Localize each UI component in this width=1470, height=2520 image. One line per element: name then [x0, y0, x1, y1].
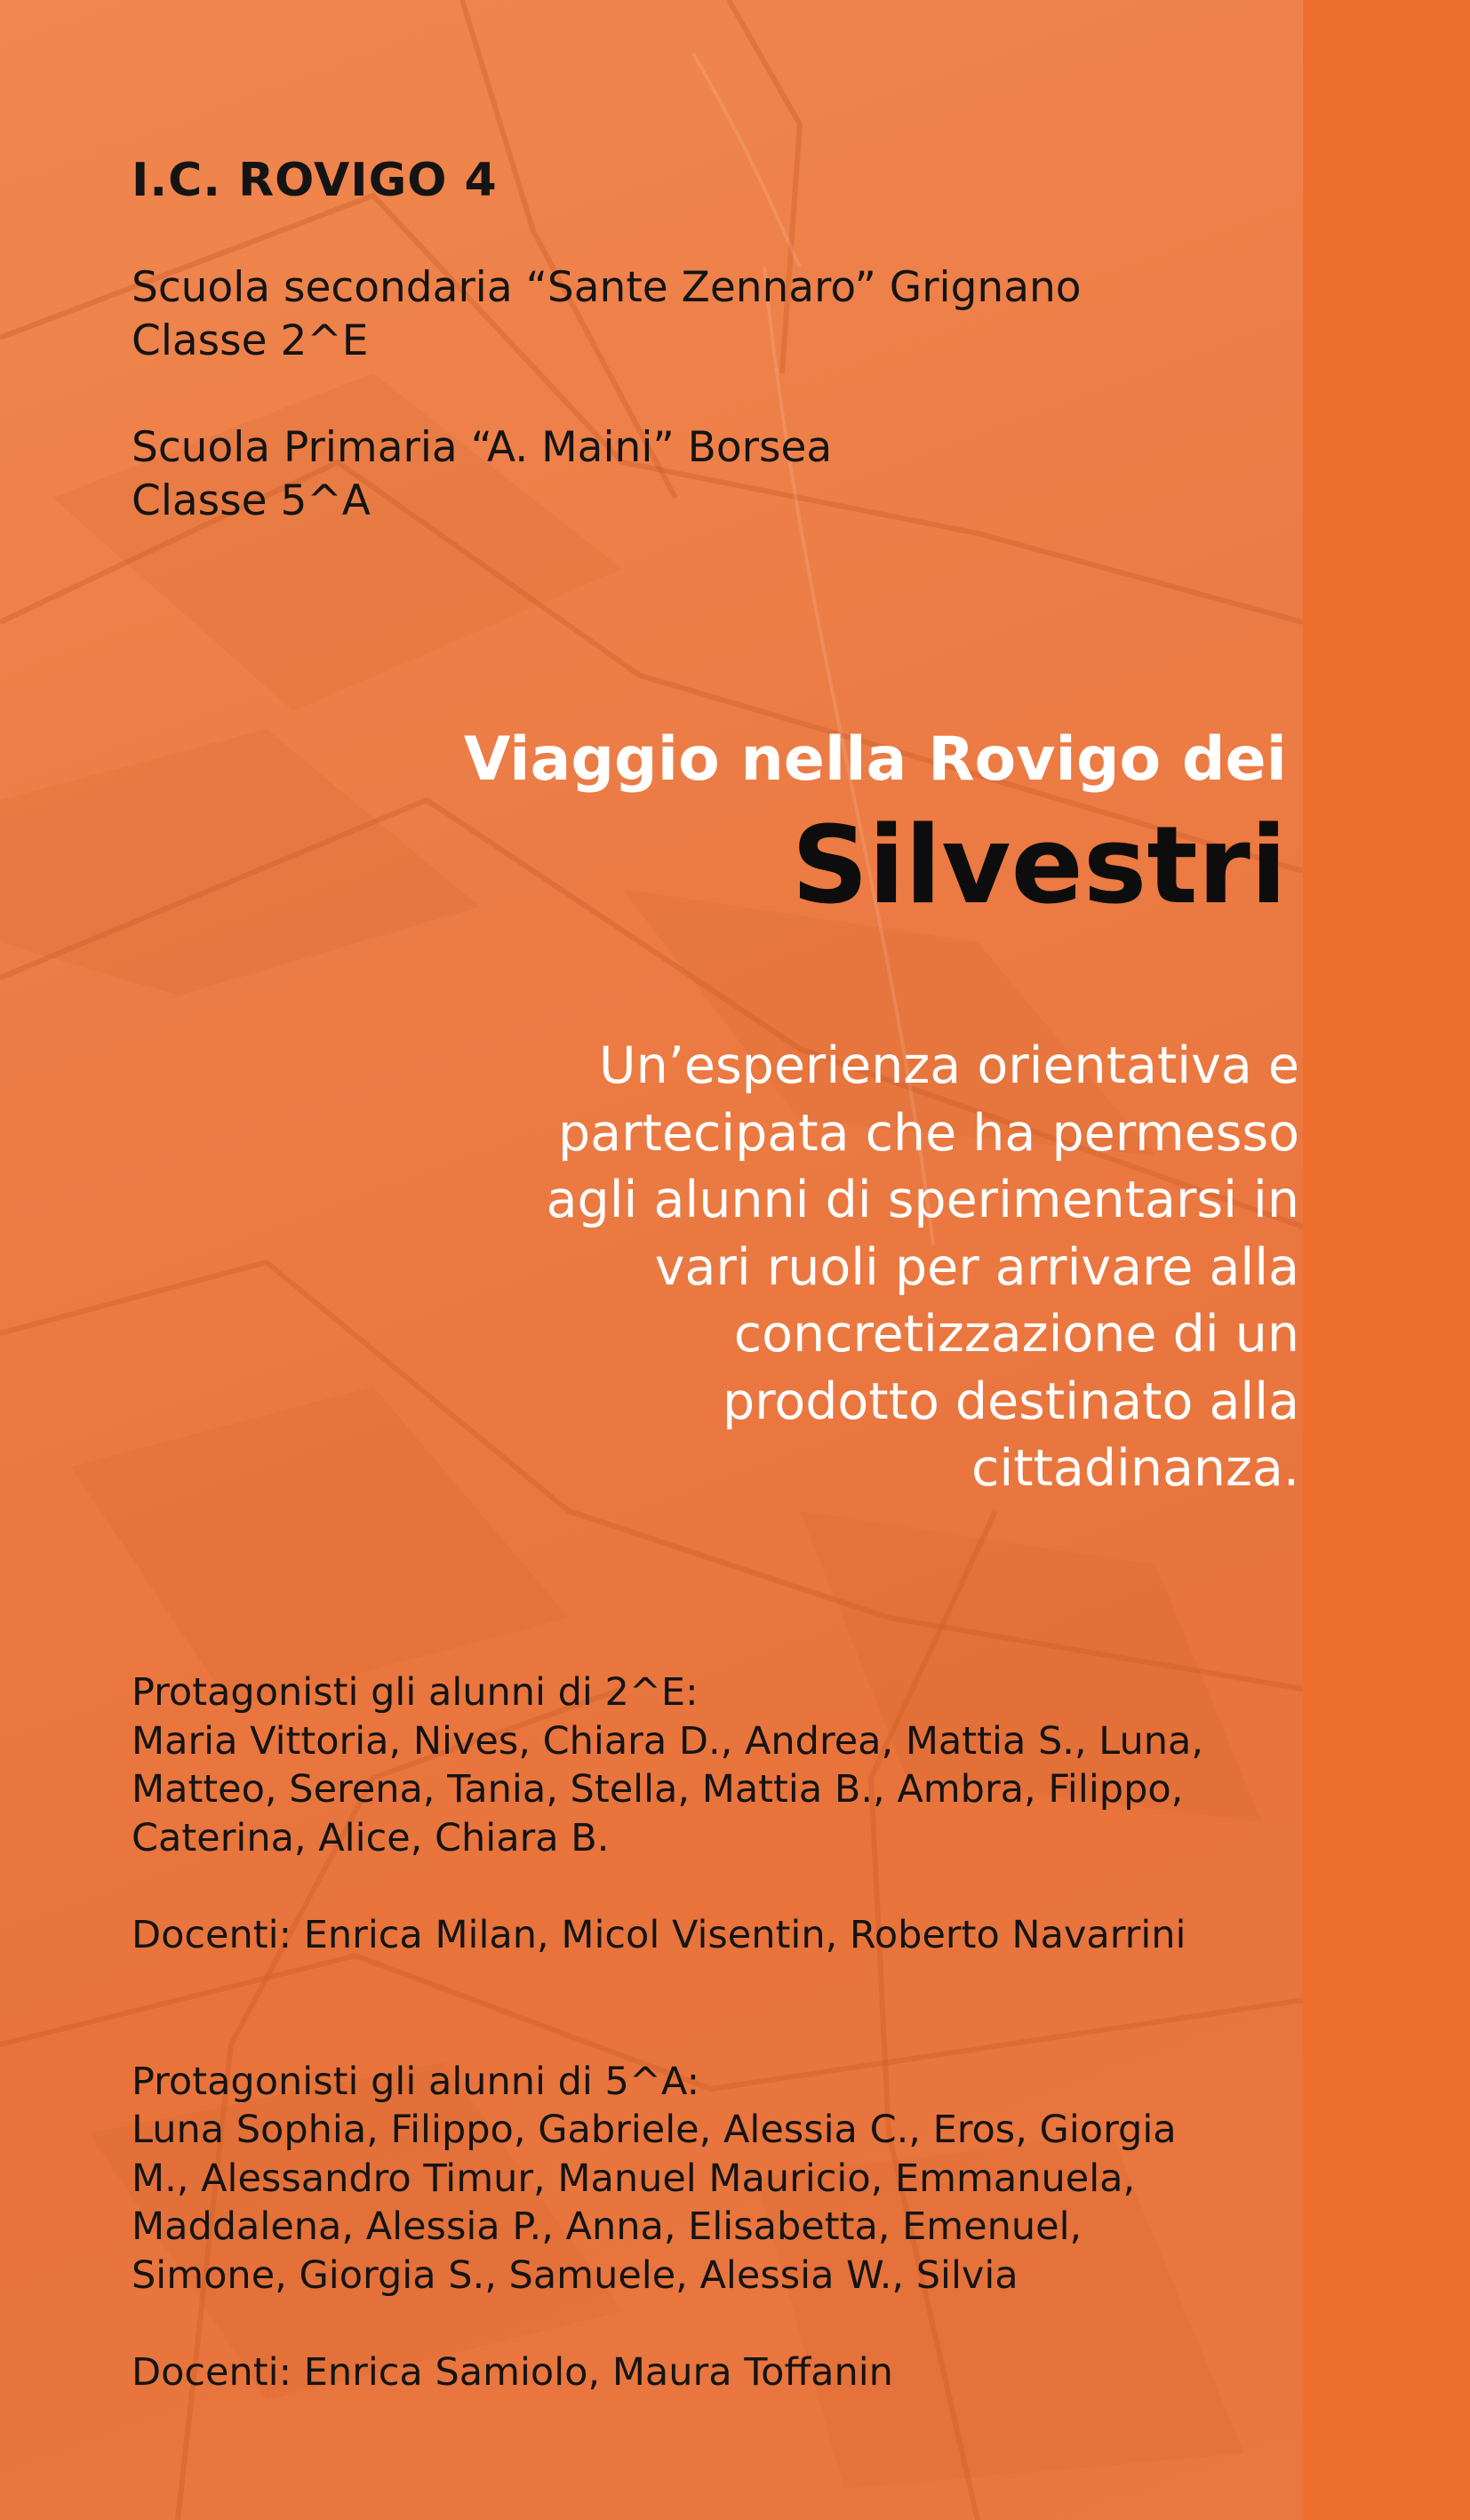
secondary-class: Classe 2^E — [132, 316, 369, 365]
class-2e-names-line: Maria Vittoria, Nives, Chiara D., Andrea, Mattia S., Luna, — [132, 1718, 1203, 1764]
intro-line: prodotto destinato alla — [722, 1372, 1299, 1431]
primary-school-name: Scuola Primaria “A. Maini” Borsea — [132, 423, 833, 472]
intro-line: vari ruoli per arrivare alla — [654, 1237, 1299, 1297]
right-edge-strip — [1303, 0, 1470, 2520]
secondary-school-name: Scuola secondaria “Sante Zennaro” Grignano — [132, 263, 1082, 312]
intro-line: partecipata che ha permesso — [557, 1103, 1299, 1163]
intro-paragraph — [411, 1033, 1299, 1503]
intro-line: cittadinanza. — [971, 1439, 1299, 1498]
school-header — [132, 153, 1198, 528]
class-5a-names-line: Luna Sophia, Filippo, Gabriele, Alessia C., Eros, Giorgia — [132, 2108, 1177, 2152]
credits-section — [132, 1668, 1296, 2397]
title-line-1: Viaggio nella Rovigo dei — [463, 724, 1287, 795]
intro-line: concretizzazione di un — [733, 1305, 1299, 1364]
class-2e-teachers: Docenti: Enrica Milan, Micol Visentin, Roberto Navarrini — [132, 1913, 1186, 1957]
project-title — [309, 720, 1287, 933]
class-5a-heading: Protagonisti gli alunni di 5^A: — [132, 2059, 700, 2104]
institute-name: I.C. ROVIGO 4 — [132, 154, 498, 207]
class-5a-teachers: Docenti: Enrica Samiolo, Maura Toffanin — [132, 2350, 893, 2395]
class-5a-names-line: Simone, Giorgia S., Samuele, Alessia W., Silvia — [132, 2252, 1019, 2298]
intro-line: Un’esperienza orientativa e — [598, 1036, 1299, 1095]
class-2e-heading: Protagonisti gli alunni di 2^E: — [132, 1670, 699, 1715]
title-line-2: Silvestri — [791, 804, 1287, 928]
class-5a-names-line: M., Alessandro Timur, Manuel Mauricio, Emmanuela, — [132, 2156, 1136, 2201]
primary-class: Classe 5^A — [132, 476, 371, 525]
class-2e-names-line: Caterina, Alice, Chiara B. — [132, 1815, 610, 1860]
intro-line: agli alunni di sperimentarsi in — [546, 1171, 1299, 1229]
class-5a-names-line: Maddalena, Alessia P., Anna, Elisabetta, Emenuel, — [132, 2204, 1083, 2249]
class-2e-names-line: Matteo, Serena, Tania, Stella, Mattia B., Ambra, Filippo, — [132, 1767, 1184, 1812]
